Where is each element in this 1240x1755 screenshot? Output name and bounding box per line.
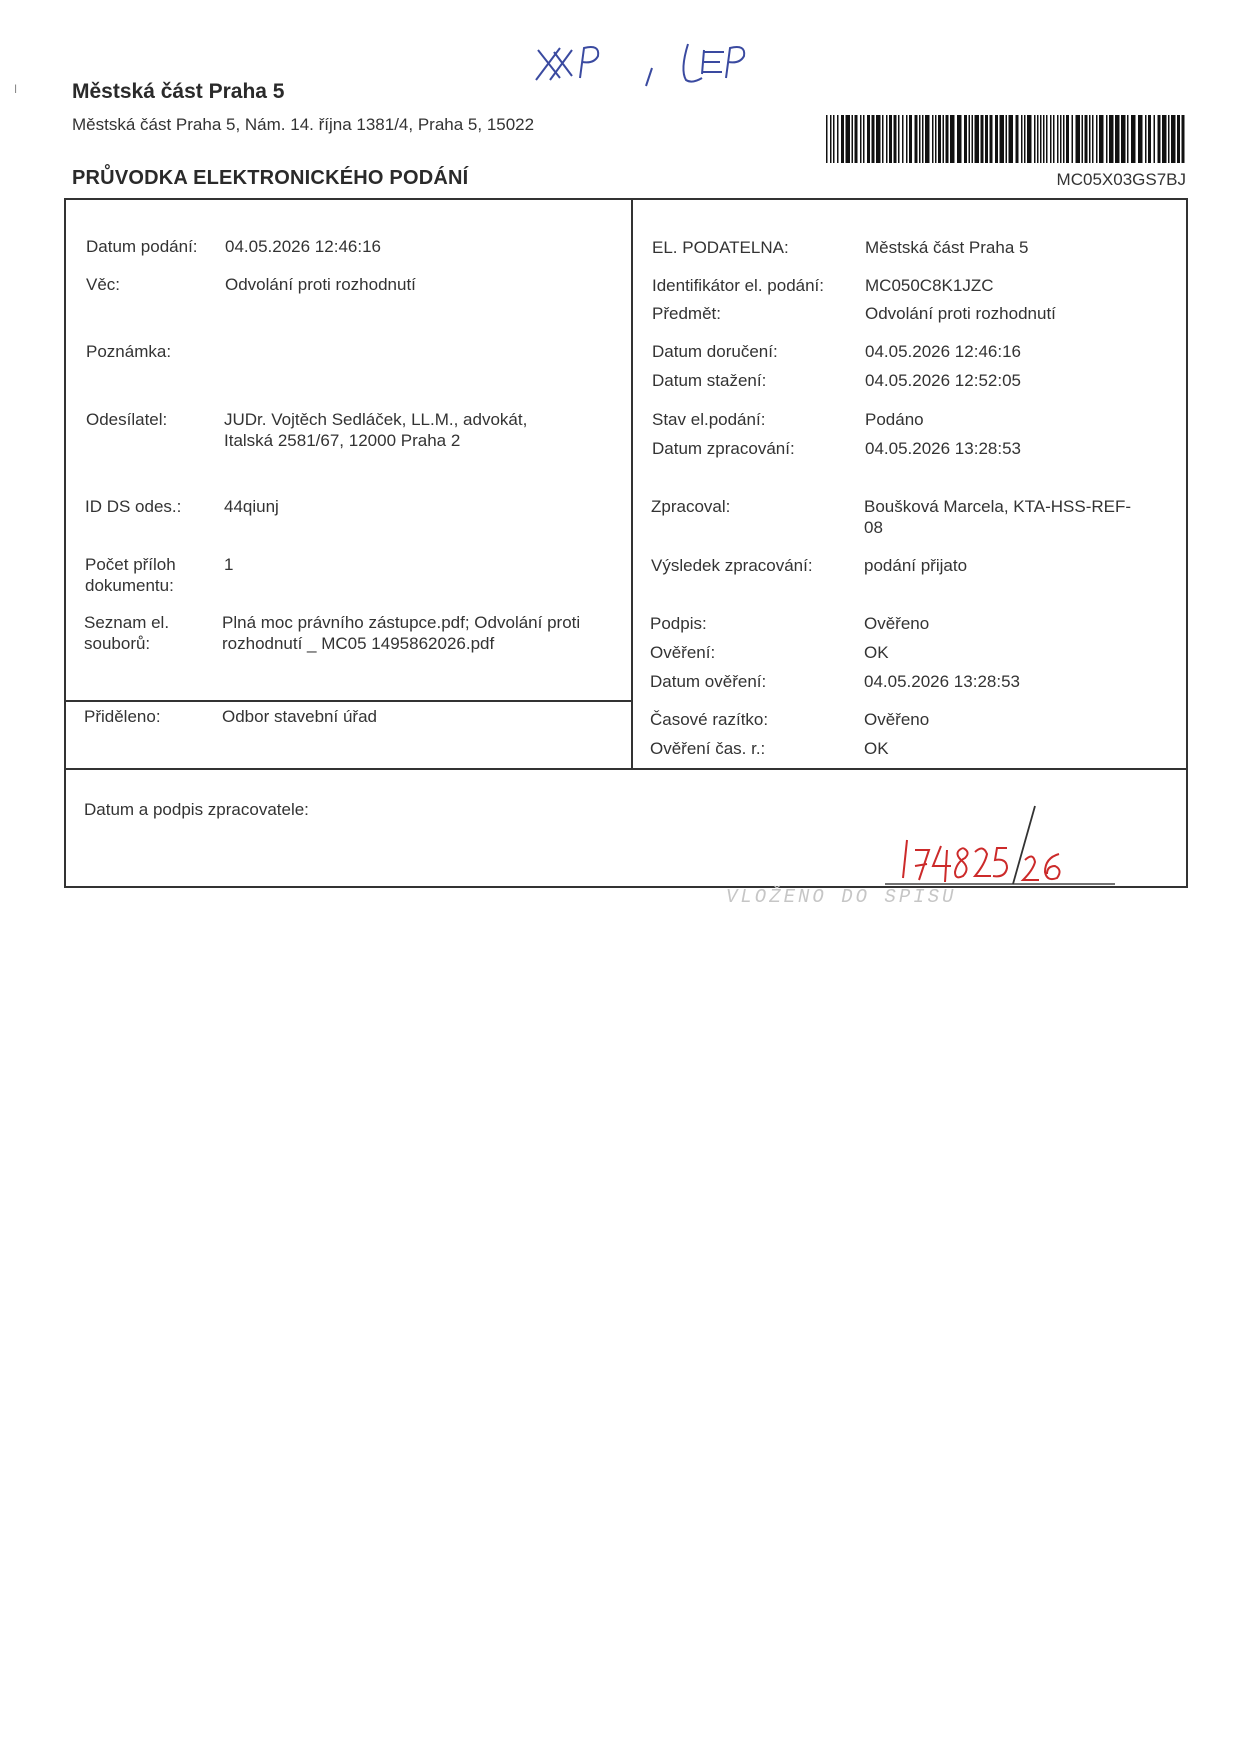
barcode-bar (909, 115, 912, 163)
barcode-bar (919, 115, 921, 163)
barcode-bar (1115, 115, 1120, 163)
zpracoval-line-2: 08 (864, 518, 883, 537)
barcode-bar (826, 115, 828, 163)
odesilatel-label: Odesílatel: (86, 410, 168, 429)
barcode-bar (860, 115, 862, 163)
barcode-bar (935, 115, 937, 163)
barcode-bar (1131, 115, 1136, 163)
barcode-bar (1182, 115, 1185, 163)
barcode-code: MC05X03GS7BJ (1056, 170, 1186, 189)
barcode-bar (1024, 115, 1026, 163)
handwritten-reference-number (875, 800, 1125, 890)
podatelna-value: Městská část Praha 5 (865, 238, 1029, 257)
datum-stazeni-value: 04.05.2026 12:52:05 (865, 371, 1021, 390)
datum-podani-value: 04.05.2026 12:46:16 (225, 237, 381, 256)
barcode-bar (1106, 115, 1108, 163)
barcode-bar (975, 115, 980, 163)
barcode-bar (1154, 115, 1156, 163)
identifikator-label: Identifikátor el. podání: (652, 276, 825, 295)
barcode-bar (876, 115, 881, 163)
barcode-bar (972, 115, 974, 163)
barcode-bar (1043, 115, 1045, 163)
datum-doruceni-label: Datum doručení: (652, 342, 778, 361)
casove-razitko-value: Ověřeno (864, 710, 930, 729)
barcode-bar (1089, 115, 1091, 163)
barcode-bar (1158, 115, 1161, 163)
barcode-bar (1099, 115, 1104, 163)
barcode-bar (886, 115, 888, 163)
barcode-bar (906, 115, 908, 163)
barcode-bar (938, 115, 941, 163)
barcode-bar (915, 115, 918, 163)
pocet-priloh-value: 1 (224, 555, 234, 574)
barcode-bar (841, 115, 844, 163)
vysledek-value: podání přijato (864, 556, 968, 575)
seznam-label-line-1: Seznam el. (84, 613, 170, 632)
barcode-bar (946, 115, 949, 163)
id-ds-label: ID DS odes.: (85, 497, 182, 516)
barcode-bar (1148, 115, 1151, 163)
barcode-bar (1177, 115, 1180, 163)
zpracoval-label: Zpracoval: (651, 497, 731, 516)
barcode (826, 115, 1186, 163)
barcode-bar (889, 115, 892, 163)
barcode-bar (1096, 115, 1098, 163)
datum-overeni-value: 04.05.2026 13:28:53 (864, 672, 1020, 691)
overeni-cas-label: Ověření čas. r.: (650, 739, 766, 758)
barcode-bar (1027, 115, 1032, 163)
barcode-bar (872, 115, 875, 163)
barcode-bar (985, 115, 988, 163)
identifikator-value: MC050C8K1JZC (865, 276, 994, 295)
datum-zpracovani-value: 04.05.2026 13:28:53 (865, 439, 1021, 458)
barcode-bar (1063, 115, 1065, 163)
barcode-bar (943, 115, 945, 163)
barcode-bar (1145, 115, 1147, 163)
barcode-bar (1006, 115, 1008, 163)
barcode-bar (995, 115, 998, 163)
barcode-bar (1085, 115, 1088, 163)
podpis-value: Ověřeno (864, 614, 930, 633)
predmet-value: Odvolání proti rozhodnutí (865, 304, 1056, 323)
vec-value: Odvolání proti rozhodnutí (225, 275, 416, 294)
handwritten-initials (520, 30, 760, 90)
barcode-bar (1121, 115, 1126, 163)
barcode-bar (1021, 115, 1023, 163)
barcode-bar (902, 115, 904, 163)
footer-divider (64, 768, 1188, 770)
barcode-bar (950, 115, 955, 163)
barcode-bar (846, 115, 851, 163)
barcode-bar (925, 115, 930, 163)
barcode-bar (964, 115, 967, 163)
barcode-bar (1066, 115, 1069, 163)
barcode-bar (1009, 115, 1014, 163)
barcode-bar (981, 115, 984, 163)
vysledek-label: Výsledek zpracování: (651, 556, 813, 575)
barcode-bar (1057, 115, 1059, 163)
barcode-bar (1076, 115, 1081, 163)
barcode-bar (833, 115, 835, 163)
datum-overeni-label: Datum ověření: (650, 672, 767, 691)
barcode-bar (1034, 115, 1036, 163)
pocet-priloh-label-line-2: dokumentu: (85, 576, 174, 595)
barcode-bar (1060, 115, 1062, 163)
barcode-bar (1000, 115, 1005, 163)
barcode-bar (882, 115, 884, 163)
id-ds-value: 44qiunj (224, 497, 279, 516)
casove-razitko-label: Časové razítko: (650, 710, 769, 729)
barcode-bar (1162, 115, 1167, 163)
barcode-bar (1072, 115, 1074, 163)
scan-mark: ǀ (14, 82, 18, 96)
odesilatel-line-2: Italská 2581/67, 12000 Praha 2 (224, 431, 461, 450)
barcode-bar (1127, 115, 1129, 163)
barcode-bar (898, 115, 900, 163)
barcode-bar (1040, 115, 1042, 163)
frame-right-border (1186, 198, 1188, 888)
seznam-label-line-2: souborů: (84, 634, 151, 653)
stav-label: Stav el.podání: (652, 410, 766, 429)
stav-value: Podáno (865, 410, 924, 429)
barcode-bar (894, 115, 897, 163)
barcode-bar (969, 115, 971, 163)
frame-top-border (64, 198, 1188, 200)
barcode-bar (1046, 115, 1048, 163)
barcode-bar (1109, 115, 1114, 163)
barcode-bar (957, 115, 962, 163)
barcode-bar (852, 115, 854, 163)
barcode-bar (1092, 115, 1094, 163)
organization-name: Městská část Praha 5 (72, 80, 285, 103)
zpracoval-line-1: Boušková Marcela, KTA-HSS-REF- (864, 497, 1132, 516)
barcode-bar (863, 115, 865, 163)
barcode-bar (837, 115, 839, 163)
overeni-value: OK (864, 643, 889, 662)
datum-doruceni-value: 04.05.2026 12:46:16 (865, 342, 1021, 361)
barcode-bar (1050, 115, 1052, 163)
barcode-bar (1016, 115, 1019, 163)
column-divider (631, 198, 633, 770)
barcode-bar (855, 115, 858, 163)
left-section-divider (64, 700, 632, 702)
seznam-files-line-1: Plná moc právního zástupce.pdf; Odvolání proti (222, 613, 581, 632)
prideleno-label: Přiděleno: (84, 707, 161, 726)
barcode-bar (932, 115, 934, 163)
datum-zpracovani-label: Datum zpracování: (652, 439, 795, 458)
barcode-bar (1138, 115, 1143, 163)
barcode-bar (1171, 115, 1176, 163)
barcode-bar (867, 115, 870, 163)
document-title: PRŮVODKA ELEKTRONICKÉHO PODÁNÍ (72, 167, 469, 189)
datum-stazeni-label: Datum stažení: (652, 371, 767, 390)
podatelna-label: EL. PODATELNA: (652, 238, 789, 257)
overeni-cas-value: OK (864, 739, 889, 758)
barcode-bar (830, 115, 832, 163)
datum-podani-label: Datum podání: (86, 237, 198, 256)
organization-address: Městská část Praha 5, Nám. 14. října 1381/4, Praha 5, 15022 (72, 115, 535, 134)
frame-left-border (64, 198, 66, 888)
pocet-priloh-label-line-1: Počet příloh (85, 555, 176, 574)
barcode-bar (922, 115, 924, 163)
signature-label: Datum a podpis zpracovatele: (84, 800, 309, 819)
barcode-bar (990, 115, 993, 163)
podpis-label: Podpis: (650, 614, 707, 633)
barcode-bar (1053, 115, 1055, 163)
vec-label: Věc: (86, 275, 121, 294)
poznamka-label: Poznámka: (86, 342, 172, 361)
overeni-label: Ověření: (650, 643, 716, 662)
barcode-bar (1082, 115, 1084, 163)
odesilatel-line-1: JUDr. Vojtěch Sedláček, LL.M., advokát, (224, 410, 528, 429)
prideleno-value: Odbor stavební úřad (222, 707, 377, 726)
barcode-bar (1168, 115, 1170, 163)
barcode-bar (1037, 115, 1039, 163)
filed-stamp: VLOŽENO DO SPISU (726, 886, 957, 908)
seznam-files-line-2: rozhodnutí _ MC05 1495862026.pdf (222, 634, 495, 653)
predmet-label: Předmět: (652, 304, 721, 323)
